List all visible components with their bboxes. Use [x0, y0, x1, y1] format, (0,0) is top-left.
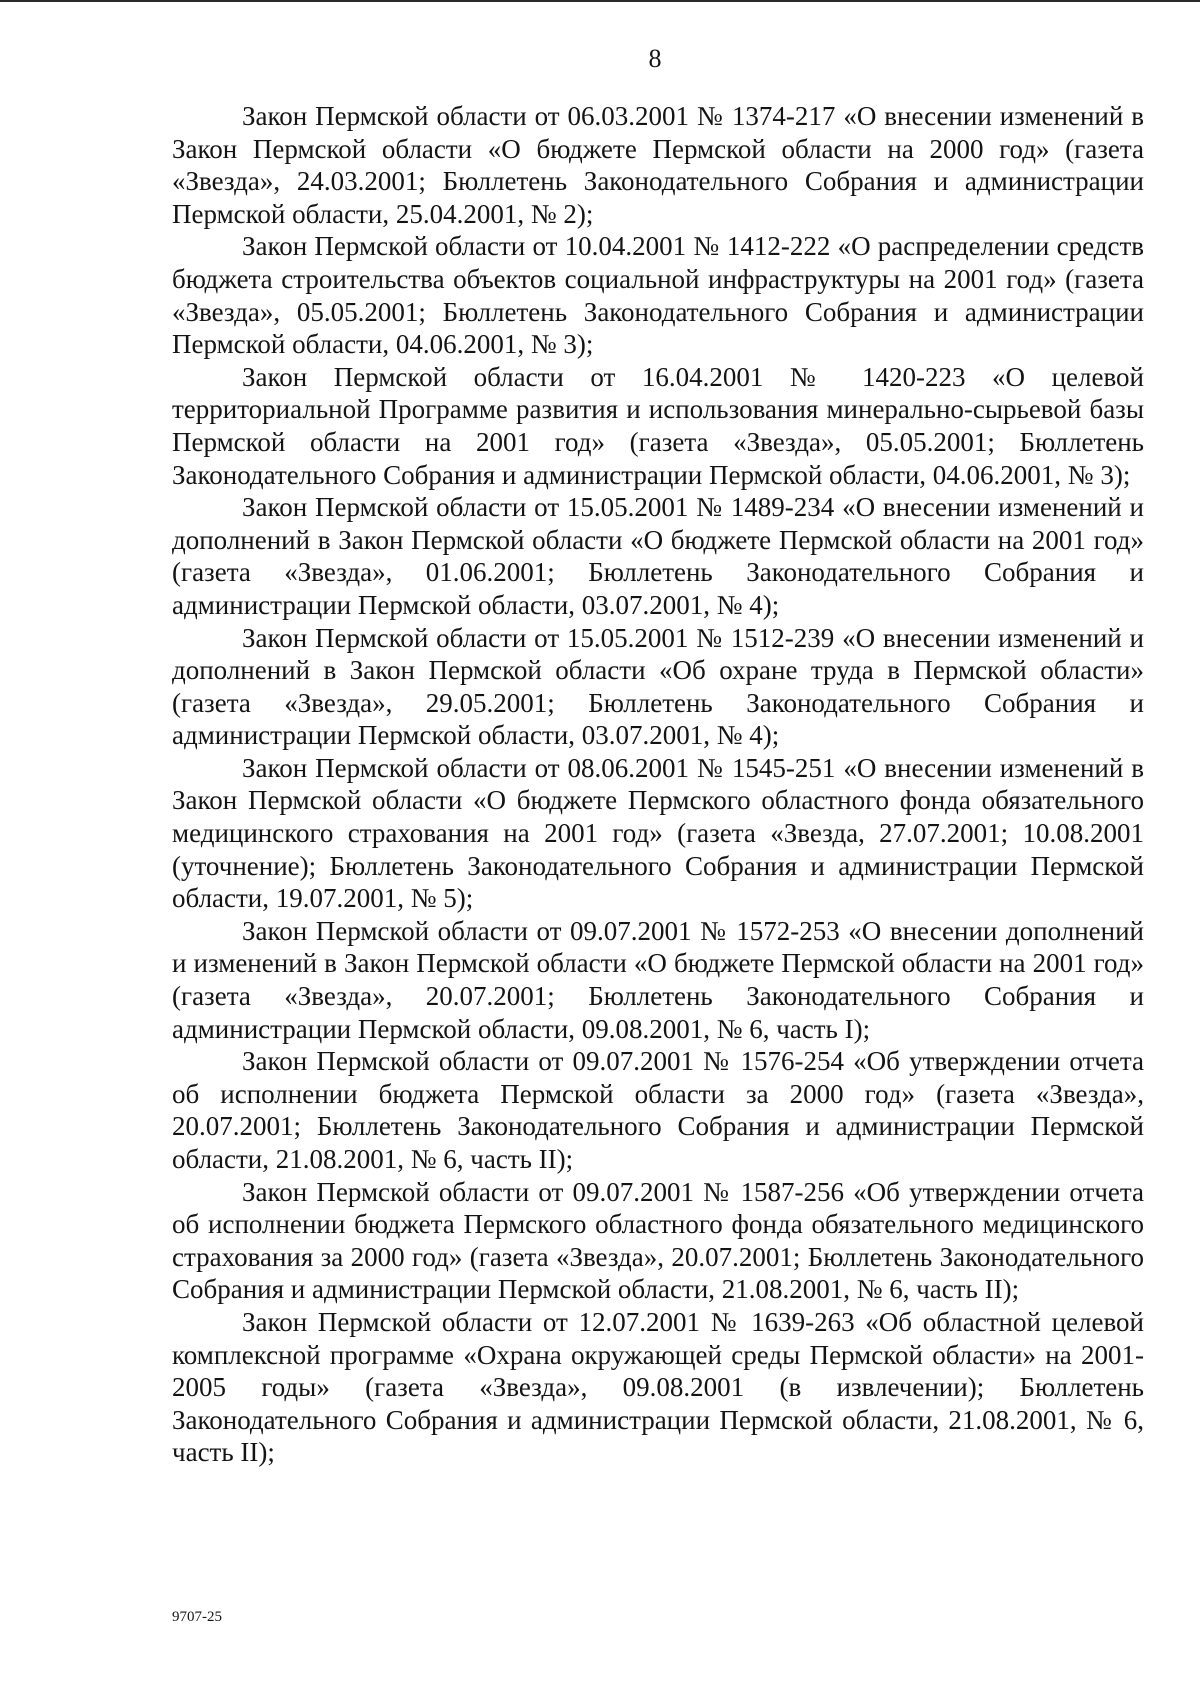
page-number: 8	[648, 44, 662, 73]
page-top-edge	[0, 0, 1200, 2]
document-footer-code: 9707-25	[172, 1609, 222, 1625]
law-entry-3: Закон Пермской области от 16.04.2001 № 1420-223 «О целевой территориальной Программе развития и использования минерально-сырьевой базы Пермской области на 2001 год» (газета «Звезда», 05.05.2001; Бюллетень Законодательного Собрания и администрации Пермской области, 04.06.2001, № 3);	[172, 361, 1144, 490]
law-entry-4: Закон Пермской области от 15.05.2001 № 1489-234 «О внесении изменений и дополнений в Закон Пермской области «О бюджете Пермской области на 2001 год» (газета «Звезда», 01.06.2001; Бюллетень Законодательного Собрания и администрации Пермской области, 03.07.2001, № 4);	[172, 492, 1144, 620]
law-entry-8: Закон Пермской области от 09.07.2001 № 1576-254 «Об утверждении отчета об исполнении бюджета Пермской области за 2000 год» (газета «Звезда», 20.07.2001; Бюллетень Законодательного Собрания и администрации Пермской области, 21.08.2001, № 6, часть II);	[172, 1046, 1144, 1174]
law-entry-9: Закон Пермской области от 09.07.2001 № 1587-256 «Об утверждении отчета об исполнении бюджета Пермского областного фонда обязательного медицинского страхования за 2000 год» (газета «Звезда», 20.07.2001; Бюллетень Законодательного Собрания и администрации Пермской области, 21.08.2001, № 6, часть II);	[172, 1176, 1144, 1305]
law-entry-1: Закон Пермской области от 06.03.2001 № 1374-217 «О внесении изменений в Закон Пермской области «О бюджете Пермской области на 2000 год» (газета «Звезда», 24.03.2001; Бюллетень Законодательного Собрания и администрации Пермской области, 25.04.2001, № 2);	[172, 101, 1144, 229]
law-entry-7: Закон Пермской области от 09.07.2001 № 1572-253 «О внесении дополнений и изменений в Закон Пермской области «О бюджете Пермской области на 2001 год» (газета «Звезда», 20.07.2001; Бюллетень Законодательного Собрания и администрации Пермской области, 09.08.2001, № 6, часть I);	[172, 915, 1144, 1044]
law-entry-10: Закон Пермской области от 12.07.2001 № 1639-263 «Об областной целевой комплексной программе «Охрана окружающей среды Пермской области» на 2001-2005 годы» (газета «Звезда», 09.08.2001 (в извлечении); Бюллетень Законодательного Собрания и администрации Пермской области, 21.08.2001, № 6, часть II);	[172, 1306, 1144, 1468]
law-entry-6: Закон Пермской области от 08.06.2001 № 1545-251 «О внесении изменений в Закон Пермской области «О бюджете Пермского областного фонда обязательного медицинского страхования на 2001 год» (газета «Звезда, 27.07.2001; 10.08.2001 (уточнение); Бюллетень Законодательного Собрания и администрации Пермской области, 19.07.2001, № 5);	[172, 752, 1144, 914]
document-body	[172, 100, 1144, 1469]
law-entry-2: Закон Пермской области от 10.04.2001 № 1412-222 «О распределении средств бюджета строительства объектов социальной инфраструктуры на 2001 год» (газета «Звезда», 05.05.2001; Бюллетень Законодательного Собрания и администрации Пермской области, 04.06.2001, № 3);	[172, 231, 1144, 360]
law-entry-5: Закон Пермской области от 15.05.2001 № 1512-239 «О внесении изменений и дополнений в Закон Пермской области «Об охране труда в Пермской области» (газета «Звезда», 29.05.2001; Бюллетень Законодательного Собрания и администрации Пермской области, 03.07.2001, № 4);	[172, 622, 1144, 751]
